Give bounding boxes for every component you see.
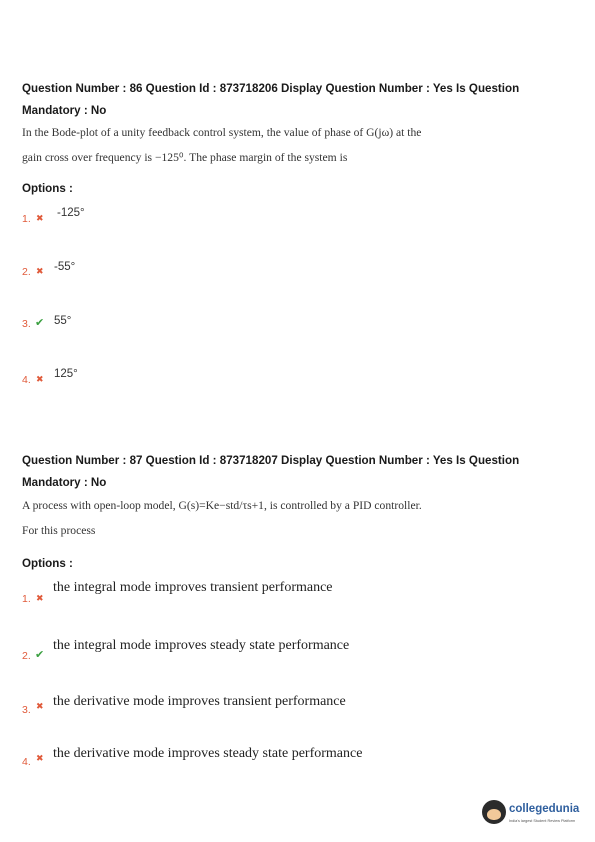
option-text: the derivative mode improves transient performance xyxy=(53,694,346,709)
option-text: -55° xyxy=(54,261,76,273)
option-number: 2. xyxy=(22,650,31,662)
option-text: 125° xyxy=(54,368,78,380)
option-text: the integral mode improves steady state performance xyxy=(53,638,350,653)
cross-icon: ✖ xyxy=(36,266,44,276)
logo-name: collegedunia xyxy=(509,803,580,815)
option-text: 55° xyxy=(54,315,72,327)
option-number: 4. xyxy=(22,756,31,768)
check-icon: ✔ xyxy=(35,649,45,661)
cross-icon: ✖ xyxy=(36,593,44,603)
question-header-line1: Question Number : 86 Question Id : 873718206 Display Question Number : Yes Is Question xyxy=(22,82,520,95)
option-number: 2. xyxy=(22,266,31,278)
option-text: the derivative mode improves steady state performance xyxy=(53,746,363,761)
collegedunia-logo xyxy=(482,800,590,834)
option-number: 3. xyxy=(22,318,31,330)
options-label: Options : xyxy=(22,182,73,195)
cross-icon: ✖ xyxy=(36,374,44,384)
question-header-line2: Mandatory : No xyxy=(22,104,107,117)
cross-icon: ✖ xyxy=(36,701,44,711)
cross-icon: ✖ xyxy=(36,753,44,763)
option-number: 3. xyxy=(22,704,31,716)
mascot-icon xyxy=(482,800,506,824)
question-86-block xyxy=(22,78,577,386)
option-number: 1. xyxy=(22,213,31,225)
question-stem-line1: A process with open-loop model, G(s)=Ke−std/τs+1, is controlled by a PID controller. xyxy=(22,499,422,512)
options-label: Options : xyxy=(22,557,73,570)
question-header-line2: Mandatory : No xyxy=(22,476,107,489)
question-stem-line2: For this process xyxy=(22,524,96,537)
question-header-line1: Question Number : 87 Question Id : 873718207 Display Question Number : Yes Is Question xyxy=(22,454,520,467)
question-87-block xyxy=(22,450,577,768)
option-number: 4. xyxy=(22,374,31,386)
option-number: 1. xyxy=(22,593,31,605)
cross-icon: ✖ xyxy=(36,213,44,223)
option-text: -125° xyxy=(57,207,85,219)
option-text: the integral mode improves transient performance xyxy=(53,580,333,595)
question-stem-line1: In the Bode-plot of a unity feedback control system, the value of phase of G(jω) at the xyxy=(22,126,422,139)
check-icon: ✔ xyxy=(35,317,45,329)
logo-tagline: India's largest Student Review Platform xyxy=(509,819,576,823)
question-stem-line2: gain cross over frequency is −125⁰. The phase margin of the system is xyxy=(22,151,348,164)
